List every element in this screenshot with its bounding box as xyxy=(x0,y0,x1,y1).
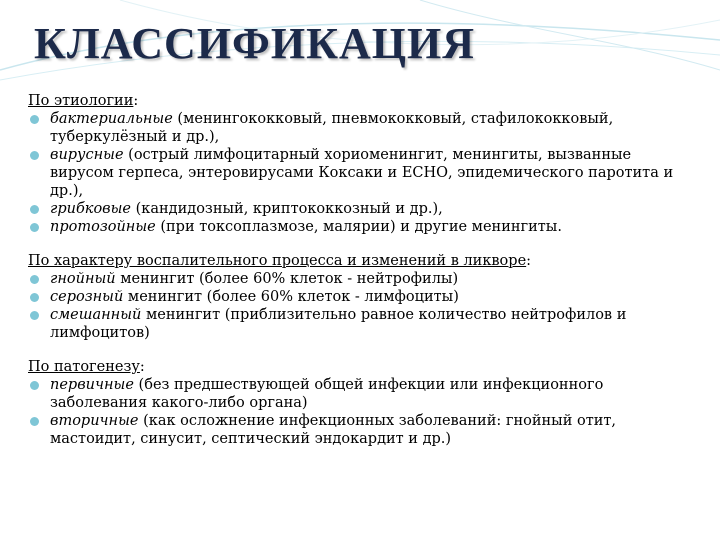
bullet-icon xyxy=(30,417,39,426)
item-text: (как осложнение инфекционных заболеваний: гнойный отит, мастоидит, синусит, септический эндокардит и др.) xyxy=(50,413,617,447)
section-inflammation xyxy=(28,252,692,342)
list xyxy=(28,110,692,236)
item-text: (менингококковый, пневмококковый, стафилококковый, туберкулёзный и др.), xyxy=(50,111,614,145)
page-title: КЛАССИФИКАЦИЯ xyxy=(34,19,475,68)
item-term: смешанный xyxy=(50,307,142,323)
bullet-icon xyxy=(30,151,39,160)
item-text: менингит (более 60% клеток - лимфоциты) xyxy=(123,289,459,305)
item-text: (острый лимфоцитарный хориоменингит, менингиты, вызванные вирусом герпеса, энтеровирусами Коксаки и ЕСНО, эпидемического паротита и др.), xyxy=(50,147,674,199)
list-item xyxy=(28,412,692,448)
bullet-icon xyxy=(30,205,39,214)
section-heading-suffix: : xyxy=(133,93,139,109)
item-text: менингит (приблизительно равное количество нейтрофилов и лимфоцитов) xyxy=(50,307,627,341)
bullet-icon xyxy=(30,115,39,124)
list-item xyxy=(28,146,692,200)
item-term: вторичные xyxy=(50,413,139,429)
section-pathogenesis xyxy=(28,358,692,448)
list-item xyxy=(28,288,692,306)
list-item xyxy=(28,270,692,288)
section-heading-suffix: : xyxy=(526,253,532,269)
section-heading-suffix: : xyxy=(139,359,145,375)
section-heading xyxy=(28,92,692,110)
section-heading-text: По характеру воспалительного процесса и изменений в ликворе xyxy=(28,253,527,269)
item-term: вирусные xyxy=(50,147,124,163)
section-heading xyxy=(28,252,692,270)
item-term: серозный xyxy=(50,289,124,305)
list-item xyxy=(28,376,692,412)
item-text: (без предшествующей общей инфекции или инфекционного заболевания какого-либо органа) xyxy=(50,377,604,411)
list-item xyxy=(28,110,692,146)
item-term: первичные xyxy=(50,377,134,393)
item-term: протозойные xyxy=(50,219,156,235)
bullet-icon xyxy=(30,293,39,302)
bullet-icon xyxy=(30,381,39,390)
list-item xyxy=(28,218,692,236)
item-text: (при токсоплазмозе, малярии) и другие менингиты. xyxy=(155,219,562,235)
item-text: (кандидозный, криптококкозный и др.), xyxy=(131,201,443,217)
list xyxy=(28,270,692,342)
item-term: гнойный xyxy=(50,271,116,287)
section-heading-text: По этиологии xyxy=(28,93,134,109)
list xyxy=(28,376,692,448)
classification-content xyxy=(28,92,692,448)
list-item xyxy=(28,200,692,218)
bullet-icon xyxy=(30,223,39,232)
item-text: менингит (более 60% клеток - нейтрофилы) xyxy=(115,271,459,287)
item-term: грибковые xyxy=(50,201,132,217)
section-heading xyxy=(28,358,692,376)
bullet-icon xyxy=(30,275,39,284)
item-term: бактериальные xyxy=(50,111,173,127)
section-heading-text: По патогенезу xyxy=(28,359,140,375)
section-etiology xyxy=(28,92,692,236)
bullet-icon xyxy=(30,311,39,320)
list-item xyxy=(28,306,692,342)
